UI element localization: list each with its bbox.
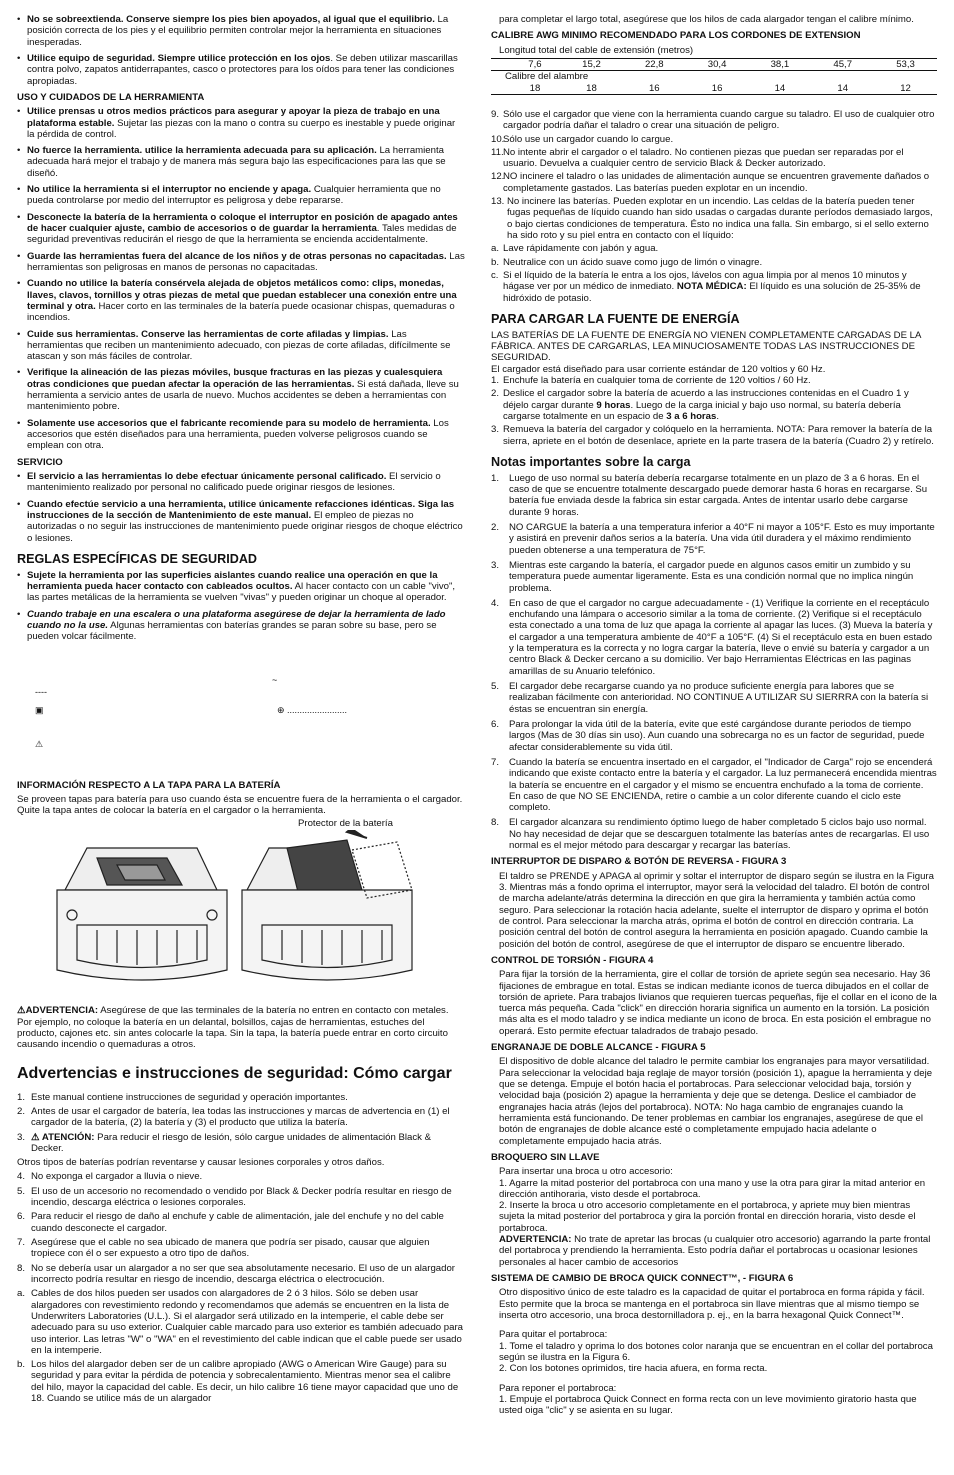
advertencia-label: ADVERTENCIA: [25,1005,99,1017]
feature-heading-3: ENGRANAJE DE DOBLE ALCANCE - FIGURA 5 [491,1042,706,1054]
item-number: 1. [17,1091,26,1103]
item-number: 10. [491,133,505,145]
text: Sólo use un cargador cuando lo cargue. [503,133,674,145]
section-heading-servicio: SERVICIO [17,456,63,468]
item-number: 2. [491,521,500,533]
class2-symbol-icon: ▣ [35,704,44,715]
quick-connect-text: Otro dispositivo único de este taladro es la capacidad de quitar el portabroca en forma rápida y fácil. Esto permite que la broca se mantenga en el portabroca sin llave mientras que al mismo tiempo se inserta otro accesorio, una broca destornilladora p. ej., en la barra hexagonal Quick Connect™. [499,1287,925,1321]
bullet-bold: Utilice equipo de seguridad. Siempre utilice protección en los ojos [27,52,331,64]
awg-gauge-cell: 16 [711,82,723,94]
spacer [491,1321,937,1329]
text: No se debería usar un alargador a no ser que sea absolutamente necesario. El uso de un alargador incorrecto podría resultar en riesgo de incendio, descarga eléctrica o electrocución. [31,1262,455,1285]
bold-text: 3 a 6 horas [666,410,717,422]
charging-item [17,1092,465,1103]
item-number: 8. [491,817,500,829]
item-number: 1. [491,472,500,484]
text: Este manual contiene instrucciones de seguridad y operación importantes. [31,1091,348,1103]
text: Mientras este cargando la batería, el cargador puede en algunos casos emitir un zumbido y su temperatura puede aumentar ligeramente. Esta es una condición normal que no implica ningún problema. [509,559,914,594]
broquero-heading: BROQUERO SIN LLAVE [491,1151,600,1163]
quitar-line: 1. Tome el taladro y oprima lo dos botones color naranja que se encuentran en el collar del portabroca según se ilustra en la Figura 6. [499,1340,933,1363]
continue-text: para completar el largo total, asegúrese que los hilos de cada alargador tengan el calibre mínimo. [499,14,914,25]
quitar-line: 2. Con los botones oprimidos, tire hacia afuera, en forma recta. [499,1363,768,1375]
reglas-bullet [17,570,465,604]
charging-item [17,1171,465,1182]
charger-item [491,109,937,132]
text: . [716,410,720,422]
item-number: 5. [491,681,500,693]
charging-item [17,1106,465,1129]
awg-length-cell: 30,4 [707,58,727,70]
otros-text: Otros tipos de baterías podrían reventarse y causar lesiones corporales y otros daños. [17,1157,385,1169]
item-number: 3. [491,559,500,571]
section-heading-reglas: REGLAS ESPECÍFICAS DE SEGURIDAD [17,551,258,566]
bold-text: 9 horas [596,399,631,411]
safety-bullet [17,53,465,87]
cable-subitem [17,1359,465,1404]
item-number: a. [491,243,500,255]
right-column [491,14,937,1416]
earth-symbol-icon: ⊕ ........................ [277,704,348,715]
awg-length-label: Longitud total del cable de extensión (metros) [499,44,694,56]
charging-item [17,1186,465,1209]
broquero-warning [491,1234,937,1268]
note-item [491,598,937,677]
item-number: 6. [17,1211,26,1223]
item-number: 2. [17,1105,26,1117]
text: Cuando la batería se encuentra insertado en el cargador, el "Indicador de Carga" rojo se encenderá indicando que existe contacto entre la batería y el cargador. La luz permanecerá encendida mientras la batería se encuentre en el cargador y el mismo se encuentra enchufado a la toma de corriente. En caso de que NO SE ENCIENDA, retire o cambie a un color diferente cuando el ciclo este completo. [509,756,937,814]
bold-text: NOTA MÉDICA: [674,281,747,293]
item-number: b. [491,256,500,268]
item-number: c. [491,269,499,281]
charging-item [17,1132,465,1155]
reponer-line: Para reponer el portabroca: [499,1382,617,1394]
reponer-line: 1. Empuje el portabroca Quick Connect en forma recta con un leve movimiento giratorio hasta que usted oiga "clic" y se asienta en su lugar. [499,1393,917,1417]
feature-heading-1: INTERRUPTOR DE DISPARO & BOTÓN DE REVERSA - FIGURA 3 [491,856,787,868]
awg-length-cell: 53,3 [896,58,915,70]
note-item [491,522,937,556]
awg-length-cell: 7,6 [528,58,542,70]
item-number: b. [17,1359,26,1371]
item-number: 11. [491,146,504,158]
bullet-text: Al hacer contacto con un cable "vivo", las partes metálicas de la herramienta se vuelven "vivas" y pueden originar un choque al operador. [27,580,456,604]
charging-item [17,1263,465,1286]
spacer [491,95,937,109]
uso-bullet [17,145,465,179]
bullet-text: La posición correcta de los pies y el equilibrio permiten controlar mejor la herramienta en situaciones inesperadas. [27,14,449,48]
feature-text-1: El taldro se PRENDE y APAGA al oprimir y soltar el interruptor de disparo según se ilustra en la Figura 3. Mientras más a fondo oprima el interruptor, mayor será la velocidad del taladro. El botón de control de marcha adelante/atrás determina la dirección en que gira la herramienta y también actúa como seguro. Para seleccionar la rotación hacia adelante, suelte el interruptor de disparo y oprima el botón de control. Para seleccionar la marcha atrás, oprima el botón de control en dirección contraria. La posición central del botón de control asegura la herramienta en posición apagado. Cuando cambie la posición del botón de control, asegúrese de que el interruptor de disparo se encuentre liberado. [499,870,934,950]
advertencia-text [17,1005,465,1050]
awg-gauge-cell: 18 [586,82,597,94]
awg-gauge-cell: 18 [529,82,541,94]
uso-bullet [17,329,465,363]
cable-subitem [17,1288,465,1356]
bullet-bold: Sujete la herramienta por las superficies aislantes cuando realice una operación en que la herramienta pueda hacer contacto con cableados ocultos. [27,569,438,592]
text: En caso de que el cargador no cargue adecuadamente - (1) Verifique la corriente en el receptáculo enchufando una lámpara o accesorio similar a la toma de corriente. (2) Verifique si el receptáculo esta conectado a una toma de luz que apaga la corriente al apagar las luces. (3) Mueva la batería y el cargador a una temperatura ambiente de 40°F a 105°F. (4) Si el receptáculo esta en buen estado y la temperatura es la correcta y no logra cargar la batería, lleve o envié su batería y cargador a un centro Black & Decker cercano a su domicilio. Ver bajo Herramientas Eléctricas en las paginas amarillas de su Anuario telefónico. [509,597,933,677]
bullet-text: Las herramientas que reciben un mantenimiento adecuado, con piezas de corte afiladas, difícilmente se atascan y son más fáciles de controlar. [27,328,451,363]
charging-item [17,1237,465,1260]
bullet-bold: No se sobreextienda. Conserve siempre los pies bien apoyados, al igual que el equilibrio. [27,14,435,25]
text: Antes de usar el cargador de batería, lea todas las instrucciones y marcas de advertencia en (1) el cargador de la batería, (2) la batería y (3) el producto que utiliza la batería. [31,1105,450,1129]
item-number: 2. [491,388,500,400]
charging-caps: LAS BATERÍAS DE LA FUENTE DE ENERGÍA NO VIENEN COMPLETAMENTE CARGADAS DE LA FÁBRICA. ANTES DE CARGARLAS, LEA MINUCIOSAMENTE TODAS LAS INSTRUCCIONES DE SEGURIDAD. [491,329,921,364]
item-number: 3. [491,424,500,436]
text: NO incinere el taladro o las unidades de alimentación aunque se encuentren gravemente dañados o completamente gastados. Las baterías pueden explotar en un incendio. [503,171,930,194]
text: Para reducir el riesgo de lesión, sólo cargue unidades de alimentación Black & Decker. [31,1131,432,1154]
text: Deslice el cargador sobre la batería de acuerdo a las instrucciones contenidas en el Cuadro 1 y déjelo cargar durante [503,388,909,411]
charging-item [17,1211,465,1234]
item-number: 4. [17,1171,26,1183]
battery-illustration [17,820,465,995]
broquero-line: 2. Inserte la broca u otro accesorio completamente en el portabroca, y apriete muy bien mientras sujeta la mitad posterior del portabroca y gira la porción frontal en dirección horaria, visto desde el portabroca. [499,1200,916,1234]
awg-length-cell: 15,2 [582,58,601,70]
awg-gauge-cell: 14 [837,82,849,94]
awg-gauge-label-row [491,71,937,83]
bullet-bold: Solamente use accesorios que el fabricante recomiende para su modelo de herramienta. [27,417,431,429]
text: El cargador debe recargarse cuando ya no produce suficiente energía para labores que se realizaban fácilmente con anterioridad. NO CONTINUE A UTILIZAR SU SIERRRA con la batería si éstas se encuentran sin energía. [509,681,929,715]
liquid-item [491,243,937,254]
item-number: 8. [17,1262,26,1274]
warning-icon: ⚠ [17,1005,26,1017]
liquid-item [491,270,937,304]
broquero-line: Para insertar una broca u otro accesorio: [499,1166,673,1178]
text: No exponga el cargador a lluvia o nieve. [31,1171,203,1183]
feature-text-3: El dispositivo de doble alcance del taladro le permite cambiar los engranajes para mayor versatilidad. Para seleccionar la velocidad baja reglaje de mayor torsión (posición 1), apague la herramienta y deje que se detenga. Empuje el botón hacia el portabrocas. Para seleccionar velocidad baja, torsión y velocidad baja (posición 2) apague la herramienta y deje que se detenga. Deslice el cambiador de engranajes hacia atrás (lejos del portabroca). NOTA: No haga cambio de engranajes cuando la herramienta está funcionando. De tener problemas en cambiar los engranajes, asegúrese de que el botón de engranajes de doble alcance esté o completamente empujado hacia adelante o completamente empujado hacia atrás. [499,1056,933,1147]
liquid-item [491,257,937,268]
quitar-line: Para quitar el portabroca: [499,1329,608,1341]
bullet-bold: Cuando efectúe servicio a una herramienta, utilice únicamente refacciones idénticas. Siga las instrucciones de la sección de Mantenimiento de este manual. [27,498,455,521]
item-number: 4. [491,597,500,609]
awg-gauge-row [491,83,937,95]
bullet-bold: Verifique la alineación de las piezas móviles, busque fracturas en las piezas y cualesquiera otras condiciones que puedan afectar la operación de las herramientas. [27,367,443,390]
note-item [491,757,937,814]
charging-step [491,388,937,422]
text: Asegúrese que el cable no sea ubicado de manera que podría ser pisado, causar que alguien tropiece con él o ser expuesto a otro tipo de daños. [31,1237,430,1260]
uso-bullet [17,367,465,412]
protector-label: Protector de la batería [298,818,393,830]
charger-item [491,134,937,145]
text: Para reducir el riesgo de daño al enchufe y cable de alimentación, jale del enchufe y no del cable cuando desconecte el cargador. [31,1211,444,1234]
uso-bullet [17,184,465,207]
note-item [491,473,937,518]
charging-warnings-title: Advertencias e instrucciones de seguridad: Cómo cargar [17,1064,452,1082]
bullet-text: Los accesorios que estén diseñados para una herramienta, pueden volverse peligrosos cuando se emplean con otra. [27,417,449,452]
bullet-bold: Utilice prensas u otros medios prácticos para asegurar y apoyar la pieza de trabajo en una plataforma estable. [27,106,440,129]
advertencia-label: ADVERTENCIA: [499,1234,572,1246]
bullet-bold: Cuando trabaje en una escalera o una plataforma asegúrese de dejar la herramienta de lado cuando no la use. [27,608,446,631]
tapa-text: Se proveen tapas para batería para uso cuando ésta se encuentre fuera de la herramienta o el cargador. Quite la tapa antes de colocar la batería en el cargador o la herramienta. [17,793,463,817]
bullet-bold: Desconecte la batería de la herramienta o coloque el interruptor en posición de apagado antes de hacer cualquier ajuste, cambio de accesorios o de guardar la herramienta [27,211,458,234]
feature-heading-2: CONTROL DE TORSIÓN - FIGURA 4 [491,954,654,966]
item-number: 7. [491,756,500,768]
text: Remueva la batería del cargador y colóquelo en la herramienta. NOTA: Para remover la batería de la sierra, apriete en el botón de desenlace, apriete en la parte trasera de la batería (Cuadro 2) y retírelo. [503,424,934,447]
section-heading-tapa: INFORMACIÓN RESPECTO A LA TAPA PARA LA BATERÍA [17,779,281,791]
bullet-text: Hacer corto en las terminales de la batería puede ocasionar chispas, quemaduras o incendios. [27,300,455,324]
battery-drawings [17,830,465,1005]
text: El cargador alcanzara su rendimiento óptimo luego de haber completado 5 ciclos bajo uso normal. No hay necesidad de dejar que se descarguen totalmente las baterías antes de recargarlas. El uso normal es el mejor método para descargar y recargar las baterías. [509,817,930,852]
section-heading-uso: USO Y CUIDADOS DE LA HERRAMIENTA [17,91,205,103]
text: No intente abrir el cargador o el taladro. No contienen piezas que puedan ser reparadas por el usuario. Devuelva a cualquier centro de servicio Black & Decker autorizado. [503,146,904,170]
bullet-bold: No fuerce la herramienta. utilice la herramienta adecuada para su aplicación. [27,145,377,157]
text: Sólo use el cargador que viene con la herramienta cuando cargue su taladro. El uso de cualquier otro cargador podría dañar el taladro o crear una situación de peligro. [503,108,935,132]
spacer [491,1375,937,1383]
text: Si el líquido de la batería le entra a los ojos, lávelos con agua limpia por al menos 10 minutos y hágase ver por un médico de inmediato. [503,269,907,293]
text: No trate de apretar las brocas (u cualquier otro accesorio) agarrando la parte frontal del portabroca y prendiendo la herramienta. Esto podría dañar el portabrocas u ocasionar lesiones personales al hacer cambio de accesorios [499,1234,931,1268]
charging-text: El cargador está diseñado para usar corriente estándar de 120 voltios y 60 Hz. [491,363,826,375]
charger-item [491,147,937,170]
text: Luego de uso normal su batería debería recargarse totalmente en un plazo de 3 a 6 horas. En el caso de que se encuentre totalmente descargado puede demorar hasta 6 horas en recargarse. Su batería fue enviada desde la fabrica sin estar cargada. Antes de intentar usarlo debe cargarse durante 9 horas. [509,472,928,518]
notes-heading: Notas importantes sobre la carga [491,454,691,469]
safety-bullet [17,14,465,48]
charger-item [491,196,937,241]
awg-length-cell: 22,8 [644,58,664,70]
awg-length-cell: 45,7 [833,58,853,70]
awg-spacer [491,83,510,95]
bullet-bold: El servicio a las herramientas lo debe efectuar únicamente personal calificado. [27,470,387,482]
text: Para prolongar la vida útil de la batería, evite que esté cargándose durante periodos de tiempo largos (Mas de 30 días sin uso). Aun cuando una sobrecarga no es un factor de seguridad, puede afectar considerablemente su vida útil. [509,718,925,753]
bold-text: ⚠ ATENCIÓN: [31,1131,95,1143]
bullet-bold: No utilice la herramienta si el interruptor no enciende y apaga. [27,184,312,196]
left-column [17,14,465,1407]
bullet-text: Si está dañada, lleve su herramienta a servicio antes de usarla de nuevo. Muchos accidentes se deben a herramientas con mantenimiento pobre. [27,378,459,413]
dc-symbol-icon: ---- [35,686,47,697]
bullet-text: Sujetar las piezas con la mano o contra su cuerpo es inestable y puede originar la pérdida de control. [27,117,456,140]
note-item [491,817,937,851]
text: El líquido es una solución de 25-35% de hidróxido de potasio. [503,281,921,304]
uso-bullet [17,278,465,323]
broquero-line: 1. Agarre la mitad posterior del portabroca con una mano y use la otra para girar la mitad anterior en dirección antihoraria, visto desde el portabroca. [499,1177,926,1200]
feature-text-2: Para fijar la torsión de la herramienta, gire el collar de torsión de apriete según sea necesario. Hay 36 fijaciones de embrague en total. Estas se indican mediante iconos de tuerca dibujados en el collar de torsión de apriete. Para trabajos livianos que requieren tuercas pequeñas, fije el collar en el icono de la tuerca más pequeña. Cada "click" en dirección horaria significa un aumento en la torsión. La posición más alta es el modo taladro y se indica mediante un icono de broca. En esta posición el embrague no operará. Esto permite efectuar taladrados de trabajo pesado. [499,969,937,1037]
battery-left [57,848,227,980]
bullet-text: La herramienta adecuada hará mejor el trabajo y de manera más segura bajo las especificaciones para las que se diseñó. [27,145,446,179]
bullet-bold: Guarde las herramientas fuera del alcance de los niños y de otras personas no capacitadas. [27,250,447,262]
ac-symbol-icon: ~ [272,674,278,685]
uso-bullet [17,418,465,452]
bullet-text: El empleo de piezas no autorizadas o no seguir las instrucciones de mantenimiento puede originar riesgos de choque eléctrico o lesiones. [27,509,463,544]
bullet-bold: Cuide sus herramientas. Conserve las herramientas de corte afiladas y limpias. [27,328,389,340]
symbols-area [17,655,465,775]
text: No incinere las baterías. Pueden explotar en un incendio. Las celdas de la batería pueden tener fugas pequeñas de líquido cuando han sido usadas o cargadas durante períodos demasiado largos, o bajo ciertas condiciones de temperatura. Ésto no indica una falla. Sin embargo, si el sello externo ha sido roto y su piel entra en contacto con el líquido: [507,196,933,241]
item-number: 12. [491,171,505,183]
awg-gauge-cell: 14 [774,82,786,94]
text: Asegúrese de que las terminales de la batería no entren en contacto con metales. Por ejemplo, no coloque la batería en un delantal, bolsillos, cajas de herramientas, estuches del producto, cajones etc. sin antes colocarle la tapa. Sin la tapa, la batería puede entrar en corto circuito causando incendio o quemaduras a otros. [17,1005,449,1051]
uso-bullet [17,106,465,140]
bullet-text: . Tales medidas de seguridad preventivas reducirán el riesgo de que la herramienta se encienda accidentalmente. [27,223,457,246]
uso-bullet [17,251,465,274]
text: Enchufe la batería en cualquier toma de corriente de 120 voltios / 60 Hz. [503,374,811,386]
item-number: 9. [491,108,500,120]
awg-gauge-cell: 12 [900,82,911,94]
uso-bullet [17,212,465,246]
charger-item [491,171,937,194]
battery-right [242,830,412,980]
reglas-bullet [17,609,465,643]
bullet-text: Las herramientas son peligrosas en manos de personas no capacitadas. [27,250,465,273]
text: . Luego de la carga inicial y bajo uso normal, su batería debería cargarse totalmente en un espacio de [503,399,901,422]
servicio-bullet [17,471,465,494]
text: Los hilos del alargador deben ser de un calibre apropiado (AWG o American Wire Gauge) para su seguridad y para evitar la pérdida de potencia y sobrecalentamiento. Mientras menor sea el calibre del hilo, mayor la capacidad del cable. Es decir, un hilo calibre 16 tiene mayor capacidad que uno de 18. Cuando se utilice más de un alargador [31,1359,459,1405]
note-item [491,560,937,594]
bullet-text: Cualquier herramienta que no pueda controlarse por medio del interruptor es peligrosa y debe repararse. [27,184,441,207]
awg-gauge-label: Calibre del alambre [505,71,589,83]
text: Neutralice con un ácido suave como jugo de limón o vinagre. [503,256,763,268]
alert-symbol-icon: ⚠ [35,738,44,749]
item-number: a. [17,1288,26,1300]
quick-connect-heading: SISTEMA DE CAMBIO DE BROCA QUICK CONNECT™, - FIGURA 6 [491,1273,794,1285]
awg-length-cell: 38,1 [770,58,790,70]
text: NO CARGUE la batería a una temperatura inferior a 40°F ni mayor a 105°F. Esto es muy importante y asistirá en prevenir daños serios a la batería. Una vida útil duradera y el máximo rendimiento pueden obtenerse a una temperatura de 75°F. [509,521,935,556]
item-number: 1. [491,374,500,386]
item-number: 7. [17,1237,26,1249]
item-number: 3. [17,1131,26,1143]
charging-step [491,375,937,386]
bullet-bold: Cuando no utilice la batería consérvela alejada de objetos metálicos como: clips, monedas, llaves, clavos, tornillos y otras piezas de metal que puedan establecer una conexión entre una terminal y otra. [27,278,457,312]
note-item [491,719,937,753]
charging-step [491,424,937,447]
text: Lave rápidamente con jabón y agua. [503,243,659,255]
text: El uso de un accesorio no recomendado o vendido por Black & Decker podría resultar en riesgo de incendio, descarga eléctrica o lesiones corporales. [31,1185,452,1209]
servicio-bullet [17,499,465,544]
note-item [491,681,937,715]
bullet-text: . Se deben utilizar mascarillas contra polvo, zapatos antiderrapantes, casco o protectores para los oídos para tener las condiciones apropiadas. [27,52,458,87]
item-number: 13. [491,196,505,208]
awg-heading: CALIBRE AWG MINIMO RECOMENDADO PARA LOS CORDONES DE EXTENSION [491,30,861,42]
awg-spacer [491,58,510,70]
awg-length-row [491,58,937,70]
charging-heading: PARA CARGAR LA FUENTE DE ENERGÍA [491,311,740,326]
awg-table [491,58,937,95]
text: Cables de dos hilos pueden ser usados con alargadores de 2 ó 3 hilos. Sólo se deben usar alargadores con revestimiento redondo y recomendamos que además se encuentren en la lista de Underwriters Laboratories (U.L.). Si el alargador será utilizado en la intemperie, el cable debe ser adecuado para su uso exterior. Cualquier cable marcado para uso exterior es también adecuado para uso interior. Las letras "W" o "WA" en el revestimiento del cable indican que el cable puede ser usado en la intemperie. [31,1288,463,1356]
bullet-text: Algunas herramientas con baterías grandes se paran sobre su base, pero se pueden volcar fácilmente. [27,619,437,643]
awg-gauge-cell: 16 [648,82,660,94]
item-number: 6. [491,718,500,730]
bullet-text: El servicio o mantenimiento realizado por personal no calificado puede originar riesgos de lesiones. [27,470,441,494]
item-number: 5. [17,1185,26,1197]
